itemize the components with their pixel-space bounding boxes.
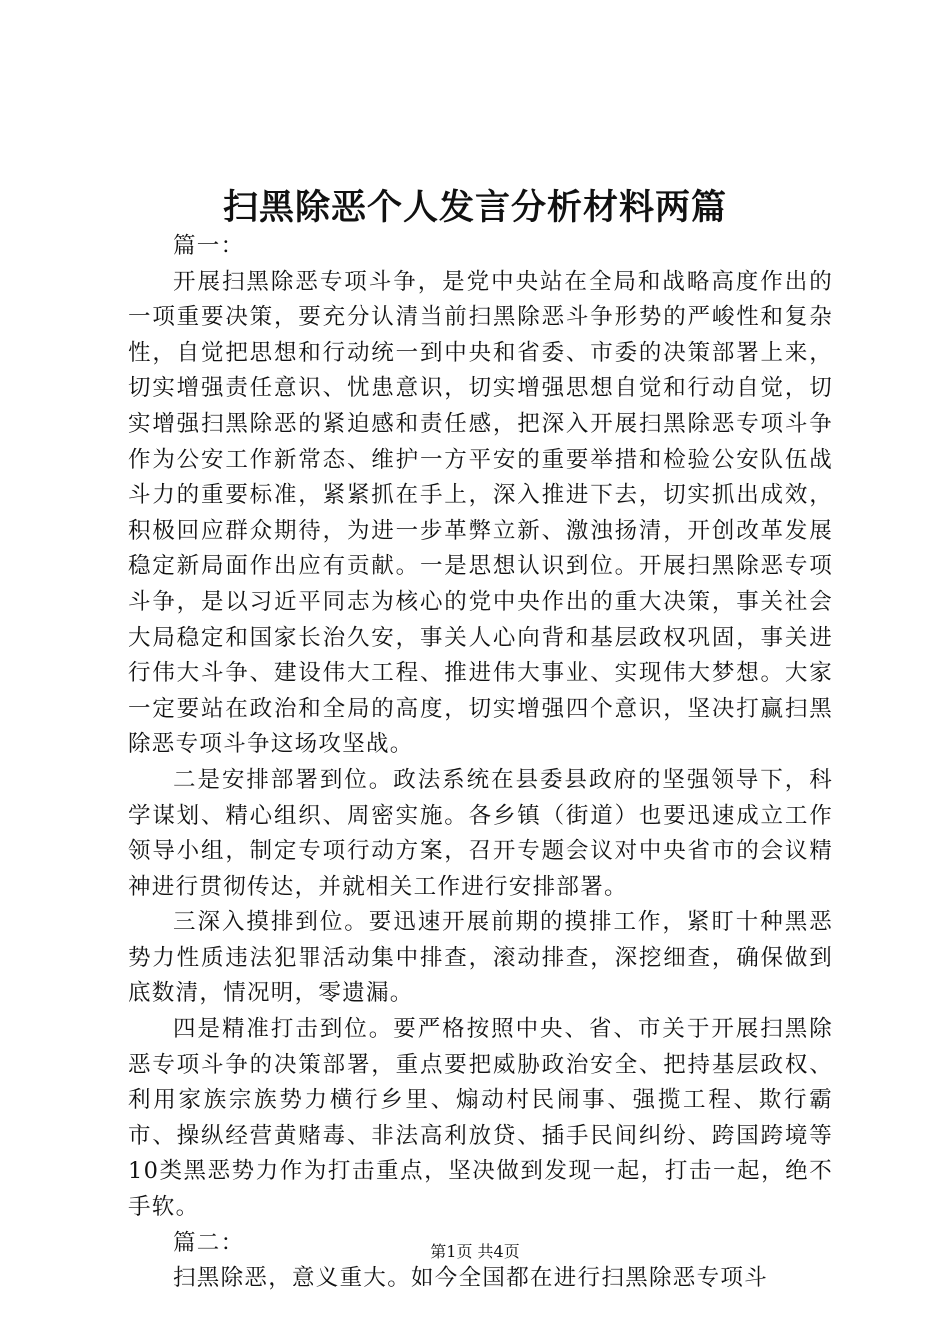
- paragraph: 扫黑除恶，意义重大。如今全国都在进行扫黑除恶专项斗: [173, 1265, 769, 1292]
- paragraph: 三深入摸排到位。要迅速开展前期的摸排工作，紧盯十种黑恶势力性质违法犯罪活动集中排查，滚动排查，深挖细查，确保做到底数清，情况明，零遗漏。: [128, 909, 833, 1007]
- paragraph: 开展扫黑除恶专项斗争，是党中央站在全局和战略高度作出的一项重要决策，要充分认清当前扫黑除恶斗争形势的严峻性和复杂性，自觉把思想和行动统一到中央和省委、市委的决策部署上来，切实增强责任意识、忧患意识，切实增强思想自觉和行动自觉，切实增强扫黑除恶的紧迫感和责任感，把深入开展扫黑除恶专项斗争作为公安工作新常态、维护一方平安的重要举措和检验公安队伍战斗力的重要标准，紧紧抓在手上，深入推进下去，切实抓出成效，积极回应群众期待，为进一步革弊立新、激浊扬清，开创改革发展稳定新局面作出应有贡献。一是思想认识到位。开展扫黑除恶专项斗争，是以习近平同志为核心的党中央作出的重大决策，事关社会大局稳定和国家长治久安，事关人心向背和基层政权巩固，事关进行伟大斗争、建设伟大工程、推进伟大事业、实现伟大梦想。大家一定要站在政治和全局的高度，切实增强四个意识，坚决打赢扫黑除恶专项斗争这场攻坚战。: [128, 268, 833, 758]
- paragraph: 二是安排部署到位。政法系统在县委县政府的坚强领导下，科学谋划、精心组织、周密实施。各乡镇（街道）也要迅速成立工作领导小组，制定专项行动方案，召开专题会议对中央省市的会议精神进行贯彻传达，并就相关工作进行安排部署。: [128, 766, 833, 900]
- section-heading: 篇一：: [173, 233, 245, 259]
- paragraph: 四是精准打击到位。要严格按照中央、省、市关于开展扫黑除恶专项斗争的决策部署，重点要把威胁政治安全、把持基层政权、利用家族宗族势力横行乡里、煽动村民闹事、强揽工程、欺行霸市、操纵经营黄赌毒、非法高利放贷、插手民间纠纷、跨国跨境等10类黑恶势力作为打击重点，坚决做到发现一起，打击一起，绝不手软。: [128, 1016, 833, 1221]
- document-title: 扫黑除恶个人发言分析材料两篇: [222, 187, 727, 228]
- section-heading: 篇二：: [173, 1229, 245, 1256]
- page-footer: 第1页 共4页: [430, 1242, 520, 1261]
- document-body: [128, 229, 833, 1297]
